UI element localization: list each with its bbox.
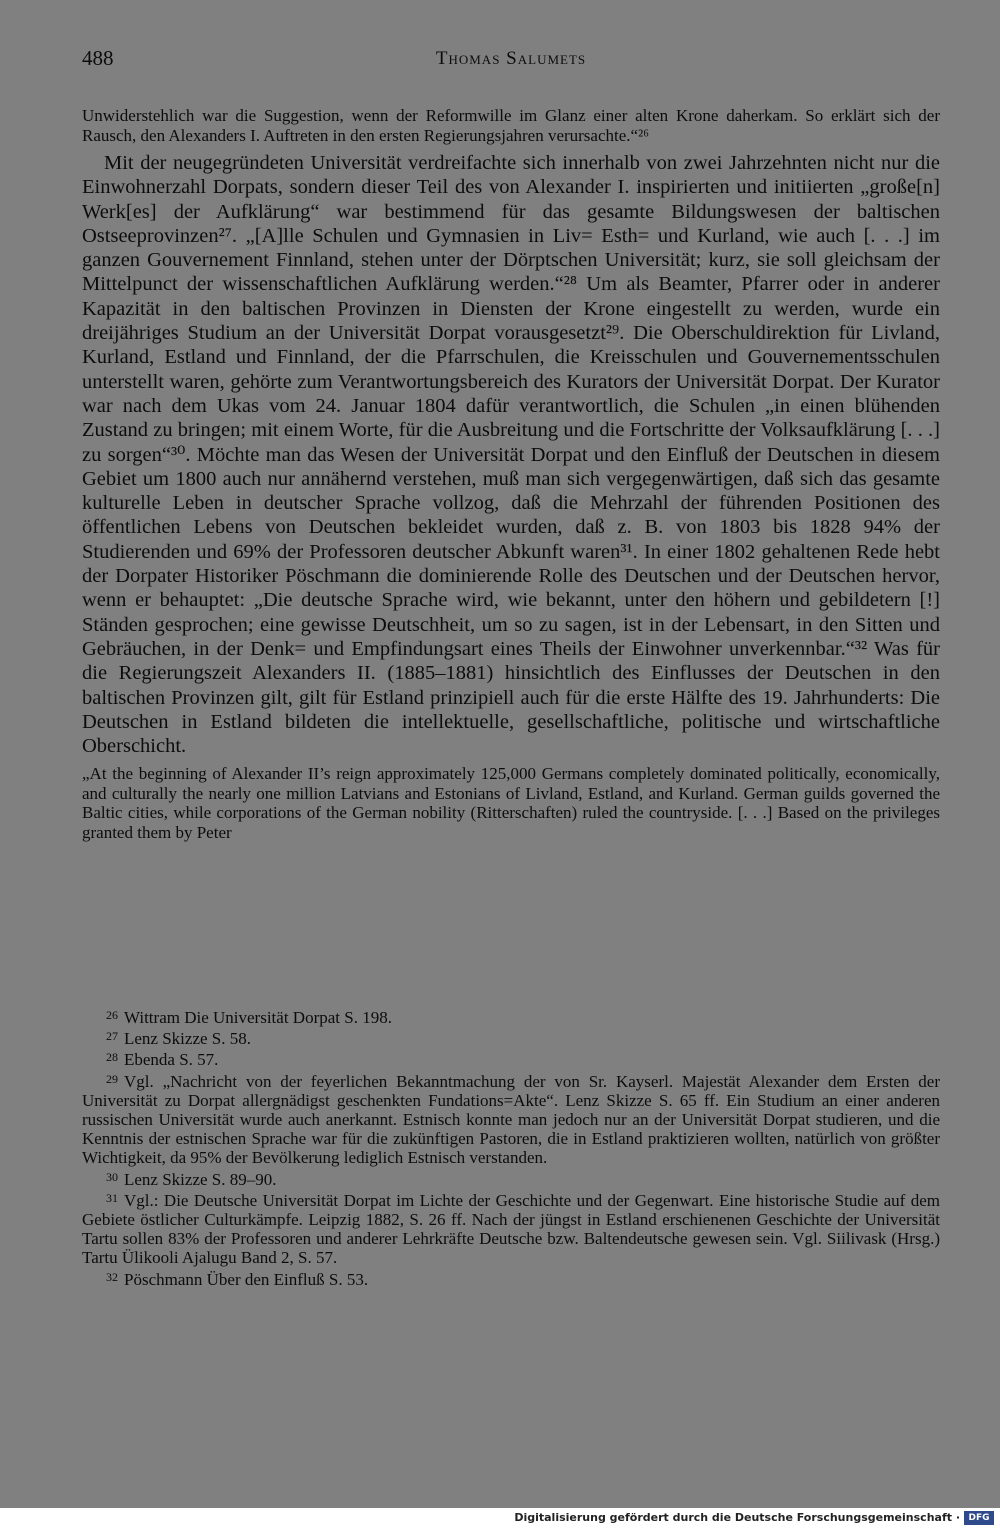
body-text [82, 106, 940, 842]
footnotes [82, 1006, 940, 1289]
running-head: Thomas Salumets [435, 48, 587, 69]
main-paragraph: Mit der neugegründeten Universität verdreifachte sich innerhalb von zwei Jahrzehnten nicht nur die Einwohnerzahl Dorpats, sondern dieser Teil des von Alexander I. inspirierten und initiierten „große[n] Werk[es] der Aufklärung“ war bestimmend für das gesamte Bildungswesen der baltischen Ostseeprovinzen²⁷. „[A]lle Schulen und Gymnasien in Liv= Esth= und Kurland, wie auch [. . .] im ganzen Gouvernement Finnland, stehen unter der Dörptschen Universität; kurz, sie soll gleichsam der Mittelpunct der wissenschaftlichen Aufklärung werden.“²⁸ Um als Beamter, Pfarrer oder in anderer Kapazität in den baltischen Provinzen in Diensten der Krone eingestellt zu werden, wurde ein dreijähriges Studium an der Universität Dorpat vorausgesetzt²⁹. Die Oberschuldirektion für Livland, Kurland, Estland und Finnland, der die Pfarrschulen, die Kreisschulen und Gouvernementsschulen unterstellt waren, gehörte zum Verantwortungsbereich des Kurators der Universität Dorpat. Der Kurator war nach dem Ukas vom 24. Januar 1804 dafür verantwortlich, die Schulen „in einen blühenden Zustand zu bringen; mit einem Worte, für die Ausbreitung und die Fortschritte der Volksaufklärung [. . .] zu sorgen“³⁰. Möchte man das Wesen der Universität Dorpat und den Einfluß der Deutschen in diesem Gebiet um 1800 auch nur annähernd verstehen, muß man sich vergegenwärtigen, daß sich das gesamte kulturelle Leben in deutscher Sprache vollzog, daß die Mehrzahl der führenden Positionen des öffentlichen Lebens von Deutschen bekleidet wurden, daß z. B. von 1803 bis 1828 94% der Studierenden und 69% der Professoren deutscher Abkunft waren³¹. In einer 1802 gehaltenen Rede hebt der Dorpater Historiker Pöschmann die dominierende Rolle des Deutschen und der Deutschen hervor, wenn er behauptet: „Die deutsche Sprache wird, wie bekannt, unter den höhern und gebildetern [!] Ständen gesprochen; eine gewisse Deutschheit, um so zu sagen, ist in der Lebensart, in den Sitten und Gebräuchen, in der Denk= und Empfindungsart eines Theils der Einwohner unverkennbar.“³² Was für die Regierungszeit Alexanders II. (1885–1881) hinsichtlich des Einflusses der Deutschen in den baltischen Provinzen gilt, gilt für Estland prinzipiell auch für die erste Hälfte des 19. Jahrhunderts: Die Deutschen in Estland bildeten die intellektuelle, gesellschaftliche, politische und wirtschaftliche Oberschicht. [82, 152, 940, 758]
footnote: $^{30}$ Lenz Skizze S. 89–90. [106, 1169, 277, 1189]
footnote: $^{27}$ Lenz Skizze S. 58. [106, 1029, 251, 1049]
footnote: $^{32}$ Pöschmann Über den Einfluß S. 53. [106, 1269, 369, 1289]
footnote: $^{28}$ Ebenda S. 57. [106, 1050, 219, 1070]
digitization-footer [0, 1508, 1000, 1528]
footnote: $^{29}$ Vgl. „Nachricht von der feyerlichen Bekanntmachung der von Sr. Kayserl. Majestät Alexander dem Ersten der Universität zu Dorpat allergnädigst geschenkten Fundations=Akte“. Lenz Skizze S. 65 ff. Ein Studium an einer anderen russischen Universität wurde auch anerkannt. Estnisch konnte man jedoch nur an der Universität Dorpat studieren, und die Kenntnis der estnischen Sprache war für die zukünftigen Pastoren, die in Estland praktizieren wollten, natürlich von größter Wichtigkeit, da 95% der Bevölkerung lediglich Estnisch verstanden. [82, 1071, 940, 1168]
intro-paragraph: Unwiderstehlich war die Suggestion, wenn der Reformwille im Glanz einer alten Krone daherkam. So erklärt sich der Rausch, den Alexanders I. Auftreten in den ersten Regierungsjahren verursachte.“²⁶ [82, 106, 940, 145]
dfg-logo: DFG [964, 1511, 994, 1525]
page-number: 488 [82, 46, 114, 70]
page-header [82, 46, 940, 76]
footer-credit: Digitalisierung gefördert durch die Deutsche Forschungsgemeinschaft · [514, 1511, 960, 1524]
footnote: $^{31}$ Vgl.: Die Deutsche Universität Dorpat im Lichte der Geschichte und der Gegenwart. Eine historische Studie auf dem Gebiete östlicher Culturkämpfe. Leipzig 1882, S. 26 ff. Nach der jüngst in Estland erschienenen Geschichte der Universität Tartu sollen 83% der Professoren und anderer Lehrkräfte Deutsche bzw. Baltendeutsche gewesen sein. Vgl. Siilivask (Hrsg.) Tartu Ülikooli Ajalugu Band 2, S. 57. [82, 1190, 940, 1268]
block-quote: „At the beginning of Alexander II’s reign approximately 125,000 Germans completely dominated politically, economically, and culturally the nearly one million Latvians and Estonians of Livland, Estland, and Kurland. German guilds governed the Baltic cities, while corporations of the German nobility (Ritterschaften) ruled the countryside. [. . .] Based on the privileges granted them by Peter [82, 764, 940, 842]
footnote: $^{26}$ Wittram Die Universität Dorpat S. 198. [106, 1008, 392, 1027]
